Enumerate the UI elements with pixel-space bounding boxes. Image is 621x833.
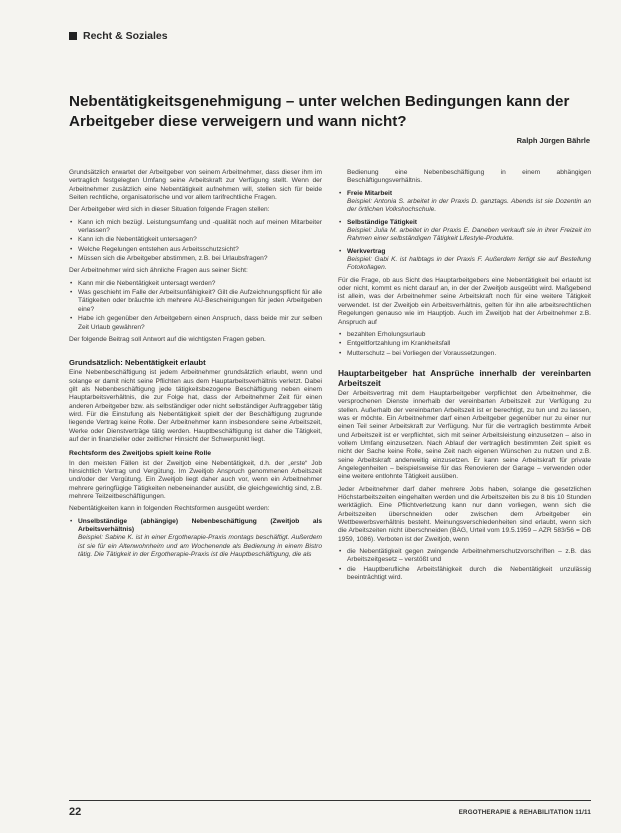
- body-paragraph-2: In den meisten Fällen ist der Zweitjob eine Nebentätigkeit, d.h. der „erste“ Job hinsichtlich Vertrag und Vergütung. Im Zweitjob Anspruch genommenen Arbeitszeit und/oder der Vergütung. Ein Zweitjob liegt daher auch vor, wenn ein Arbeitnehmer mehrere geringfügige Tätigkeiten nebeneinander ausübt, die gleichgewichtig sind, z.B. mehrere Teilzeitbeschäftigungen.: [69, 459, 322, 500]
- section-header: [69, 30, 168, 42]
- body-paragraph-4: Für die Frage, ob aus Sicht des Hauptarbeitgebers eine Nebentätigkeit bei erlaubt ist oder nicht, kommt es nicht darauf an, in der der Zweitjob ausgeübt wird. Maßgebend ist allein, was der Arbeitnehmer seine Arbeitskraft noch für eine weitere Tätigkeit verwendet. Ist der Zweitjob ein Arbeitsverhältnis, gelten für ihn alle arbeitsrechtlichen Regelungen genauso wie im Hauptjob. Auch im Zweitjob hat der Arbeitnehmer z.B. Anspruch auf: [338, 276, 591, 326]
- list-item: [338, 219, 591, 244]
- list-item: • die Hauptberufliche Arbeitsfähigkeit durch die Nebentätigkeit unzulässig beeinträchtigt wird.: [338, 566, 591, 583]
- employee-questions: [69, 280, 322, 332]
- list-item: [338, 248, 591, 273]
- item-title: • Freie Mitarbeit: [347, 189, 393, 197]
- body-paragraph-5: Der Arbeitsvertrag mit dem Hauptarbeitgeber verpflichtet den Arbeitnehmer, die versprochenen Dienste innerhalb der vereinbarten Arbeitszeit zur Verfügung zu stellen. Außerhalb der vereinbarten Arbeitszeit ist er berechtigt, zu tun und zu lassen, was er möchte. Ein Arbeitnehmer darf einen Arbeitgeber gegenüber nur zu einer nur einen Teil seiner Arbeitskraft zur Verfügung. Nur für die vertraglich bestimmte Arbeit und Arbeitszeit ist er verpflichtet, sich mit seiner Arbeitsleistung einzusetzen – also in vollem Umfang einzusetzen. Nach Ablauf der vertraglich bestimmten Zeit spielt es nicht der Sache keine Rolle, seine Zeit nach eigenen Wünschen zu nutzen und z.B. seine Arbeitskraft anderweitig einzusetzen. Er kann seine Arbeitskraft für private Angelegenheiten – beispielsweise für das Renovieren der Garage – verwenden oder eine weitere entlohnte Tätigkeit ausüben.: [338, 389, 591, 481]
- intro-paragraph: Grundsätzlich erwartet der Arbeitgeber von seinem Arbeitnehmer, dass dieser ihm im vertraglich festgelegten Umfang seine Arbeitskraft zur Verfügung stellt. Wenn der Arbeitnehmer zusätzlich eine Nebentätigkeit aufnehmen will, stellen sich für beide Seiten rechtliche, organisatorische und vor allem tarifrechtliche Fragen.: [69, 169, 322, 202]
- footer-rule: [69, 800, 591, 801]
- journal-name: ERGOTHERAPIE & REHABILITATION 11/11: [458, 809, 591, 816]
- employer-questions: [69, 219, 322, 264]
- list-item: • Kann mir die Nebentätigkeit untersagt werden?: [69, 280, 322, 288]
- list-item: • Kann ich die Nebentätigkeit untersagen?: [69, 236, 322, 244]
- body-paragraph-1: Eine Nebenbeschäftigung ist jedem Arbeitnehmer grundsätzlich erlaubt, wenn und solange er damit nicht seine Pflichten aus dem Hauptarbeitsverhältnis verletzt. Dabei gilt als Nebenbeschäftigung jede tätigkeitsbezogene Beschäftigung neben einem Hauptarbeitsverhältnis, die zur Folge hat, dass der Arbeitnehmer Zeit für einen anderen Arbeitgeber bzw. als selbständiger oder nicht selbständiger Auftraggeber tätig wird. Für die Einstufung als Nebentätigkeit spielt der der Beschäftigung zugrunde liegende Vertrag keine Rolle. Der Arbeitnehmer kann insbesondere seine Arbeitszeit, Werke oder Dienstverträge tätig werden. Hauptbeschäftigung ist daher die Tätigkeit, auf der in finanzieller oder zeitlicher Hinsicht der Schwerpunkt liegt.: [69, 369, 322, 443]
- section-label: Recht & Soziales: [83, 30, 168, 42]
- subheading-2: Rechtsform des Zweitjobs spielt keine Rolle: [69, 450, 212, 458]
- list-item: • Kann ich mich bezügl. Leistungsumfang und -qualität noch auf meinen Mitarbeiter verlassen?: [69, 219, 322, 236]
- right-column: [338, 169, 591, 586]
- item-title: • Unselbständige (abhängige) Nebenbeschäftigung (Zweitjob als Arbeitsverhältnis): [78, 517, 322, 534]
- intro-paragraph-4: Der folgende Beitrag soll Antwort auf die wichtigsten Fragen geben.: [69, 335, 266, 343]
- list-item: • Müssen sich die Arbeitgeber abstimmen, z.B. bei Urlaubsfragen?: [69, 255, 322, 263]
- item-text: Beispiel: Gabi K. ist halbtags in der Praxis F. Außerdem fertigt sie auf Bestellung Fotokollagen.: [347, 256, 591, 272]
- body-paragraph-6: Jeder Arbeitnehmer darf daher mehrere Jobs haben, solange die gesetzlichen Höchstarbeitszeiten eingehalten werden und die Arbeitszeiten bis zu 8 bis 10 Stunden werktäglich. Eine Pflichtverletzung kann nur dann vorliegen, wenn sich die Arbeitszeiten überschneiden oder zwischen dem Arbeitgeber ein Wettbewerbsverhältnis besteht. Meinungsverschiedenheiten sind erlaubt, wenn sich die Arbeitszeiten nicht überschneiden (BAG, Urteil vom 19.5.1959 – AZR 583/56 = DB 1959, 1086). Verboten ist der Zweitjob, wenn: [338, 485, 591, 543]
- body-paragraph-3: Nebentätigkeiten kann in folgenden Rechtsformen ausgeübt werden:: [69, 505, 270, 513]
- item-text: Beispiel: Antonia S. arbeitet in der Praxis D. ganztags. Abends ist sie Dozentin an der örtlichen Volkshochschule.: [347, 198, 591, 214]
- list-item: [69, 518, 322, 560]
- item-text: Beispiel: Julia M. arbeitet in der Praxis E. Daneben verkauft sie in ihrer Freizeit im Rahmen einer selbständigen Tätigkeit Lifestyle-Produkte.: [347, 227, 591, 243]
- list-item: • Entgeltfortzahlung im Krankheitsfall: [338, 340, 591, 348]
- subheading-1: Grundsätzlich: Nebentätigkeit erlaubt: [69, 358, 206, 368]
- left-column: [69, 169, 322, 563]
- list-item: • bezahlten Erholungsurlaub: [338, 331, 591, 339]
- intro-paragraph-2: Der Arbeitgeber wird sich in dieser Situation folgende Fragen stellen:: [69, 206, 270, 214]
- page-number: 22: [69, 806, 82, 818]
- item-title: • Selbständige Tätigkeit: [347, 218, 417, 226]
- intro-paragraph-3: Der Arbeitnehmer wird sich ähnliche Fragen aus seiner Sicht:: [69, 267, 248, 275]
- article-author: Ralph Jürgen Bährle: [516, 136, 590, 145]
- list-item: • die Nebentätigkeit gegen zwingende Arbeitnehmerschutzvorschriften – z.B. das Arbeitszeitgesetz – verstößt und: [338, 548, 591, 565]
- entitlement-list: [338, 331, 591, 358]
- item-text: Beispiel: Sabine K. ist in einer Ergotherapie-Praxis montags beschäftigt. Außerdem ist sie für ein Altenwohnheim und am Wochenende als Bedienung in einem Bistro tätig. Die Tätigkeit in der Ergotherapie-Praxis ist die Hauptbeschäftigung, die als: [78, 534, 322, 559]
- subheading-3: Hauptarbeitgeber hat Ansprüche innerhalb der vereinbarten Arbeitszeit: [338, 367, 591, 388]
- list-item: • Habe ich gegenüber den Arbeitgebern einen Anspruch, dass beide mir zur selben Zeit Urlaub gewähren?: [69, 315, 322, 332]
- list-item: • Welche Regelungen entstehen aus Arbeitsschutzsicht?: [69, 246, 322, 254]
- square-icon: [69, 32, 77, 40]
- list-item: • Mutterschutz – bei Vorliegen der Voraussetzungen.: [338, 350, 591, 358]
- item-title: • Werkvertrag: [347, 247, 386, 255]
- prohibition-list: [338, 548, 591, 582]
- list-item: • Was geschieht im Falle der Arbeitsunfähigkeit? Gilt die Aufzeichnungspflicht für alle Tätigkeiten oder bräuchte ich mehrere AU-Bescheinigungen für jeden Arbeitgeben eine?: [69, 289, 322, 314]
- list-item: [338, 190, 591, 215]
- continued-paragraph: Bedienung eine Nebenbeschäftigung in einem abhängigen Beschäftigungsverhältnis.: [347, 169, 591, 185]
- article-title: Nebentätigkeitsgenehmigung – unter welchen Bedingungen kann der Arbeitgeber diese verweigern und wann nicht?: [69, 93, 570, 130]
